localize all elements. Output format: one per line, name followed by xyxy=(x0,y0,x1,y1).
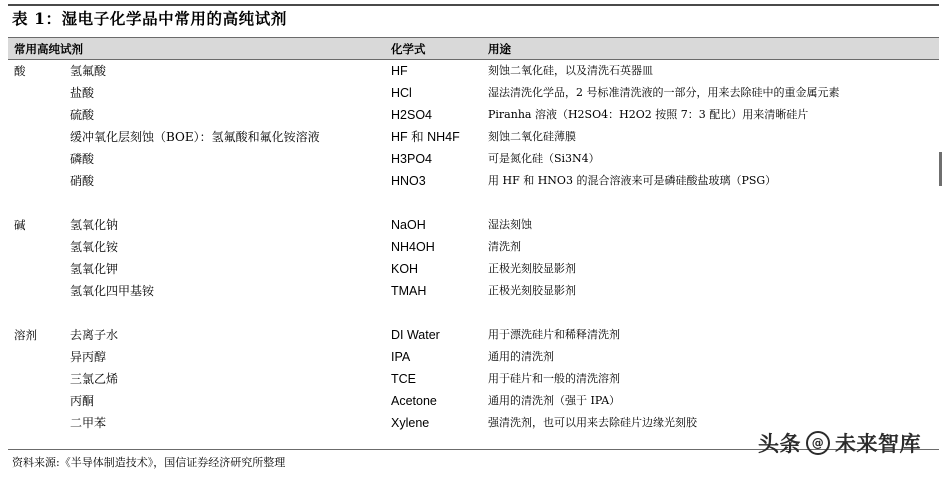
table-row xyxy=(8,214,939,236)
group-label-solvent: 溶剂 xyxy=(14,328,37,342)
watermark xyxy=(758,428,921,458)
reagent-name: 氢氧化钾 xyxy=(70,262,119,276)
column-header-formula: 化学式 xyxy=(391,42,426,56)
group-spacer xyxy=(8,192,939,214)
reagent-formula: NH4OH xyxy=(391,240,435,254)
group-label-base: 碱 xyxy=(14,218,26,232)
reagent-formula: HNO3 xyxy=(391,174,426,188)
reagent-name: 三氯乙烯 xyxy=(70,372,119,386)
reagent-name: 丙酮 xyxy=(70,394,95,408)
table-row xyxy=(8,60,939,82)
reagent-name: 氢氧化钠 xyxy=(70,218,119,232)
reagent-formula: HF 和 NH4F xyxy=(391,130,460,144)
reagent-usage: 用 HF 和 HNO3 的混合溶液来可是磷硅酸盐玻璃（PSG） xyxy=(488,174,777,187)
table-row xyxy=(8,346,939,368)
reagent-name: 硝酸 xyxy=(70,174,95,188)
group-spacer xyxy=(8,302,939,324)
page-title: 表 1：湿电子化学品中常用的高纯试剂 xyxy=(12,9,287,28)
reagent-name: 去离子水 xyxy=(70,328,119,342)
reagent-name: 氢氧化四甲基铵 xyxy=(70,284,155,298)
reagent-usage: 用于漂洗硅片和稀释清洗剂 xyxy=(488,328,620,341)
reagent-formula: TCE xyxy=(391,372,416,386)
reagent-usage: Piranha 溶液（H2SO4：H2O2 按照 7：3 配比）用来清晰硅片 xyxy=(488,108,809,121)
reagent-name: 硫酸 xyxy=(70,108,95,122)
reagent-usage: 湿法清洗化学品，2 号标准清洗液的一部分，用来去除硅中的重金属元素 xyxy=(488,86,840,99)
reagent-usage: 湿法刻蚀 xyxy=(488,218,532,231)
reagent-formula: KOH xyxy=(391,262,419,276)
reagent-formula: Acetone xyxy=(391,394,437,408)
reagent-formula: DI Water xyxy=(391,328,440,342)
reagent-name: 磷酸 xyxy=(70,152,95,166)
table-row xyxy=(8,368,939,390)
reagent-formula: IPA xyxy=(391,350,411,364)
table-row xyxy=(8,170,939,192)
reagent-name: 氢氟酸 xyxy=(70,64,107,78)
reagent-name: 氢氧化铵 xyxy=(70,240,119,254)
reagent-usage: 强清洗剂，也可以用来去除硅片边缘光刻胶 xyxy=(488,416,697,429)
reagent-formula: HF xyxy=(391,64,408,78)
reagent-usage: 清洗剂 xyxy=(488,240,521,253)
watermark-right-text: 未来智库 xyxy=(835,432,921,456)
table-body xyxy=(8,60,939,434)
reagent-formula: HCl xyxy=(391,86,412,100)
reagent-name: 异丙醇 xyxy=(70,350,107,364)
reagent-name: 二甲苯 xyxy=(70,416,107,430)
column-header-reagent: 常用高纯试剂 xyxy=(14,42,83,56)
scrollbar-thumb[interactable] xyxy=(939,152,942,186)
reagent-formula: H3PO4 xyxy=(391,152,432,166)
table-row xyxy=(8,390,939,412)
reagent-usage: 正极光刻胶显影剂 xyxy=(488,284,576,297)
reagent-usage: 通用的清洗剂（强于 IPA） xyxy=(488,394,621,407)
reagent-usage: 通用的清洗剂 xyxy=(488,350,554,363)
reagent-formula: H2SO4 xyxy=(391,108,432,122)
reagent-usage: 刻蚀二氧化硅，以及清洗石英器皿 xyxy=(488,64,653,77)
source-note: 资料来源:《半导体制造技术》，国信证券经济研究所整理 xyxy=(12,456,286,469)
reagent-name: 缓冲氧化层刻蚀（BOE）：氢氟酸和氟化铵溶液 xyxy=(70,130,320,144)
reagent-name: 盐酸 xyxy=(70,86,95,100)
group-label-acid: 酸 xyxy=(14,64,26,78)
reagent-formula: Xylene xyxy=(391,416,430,430)
reagent-formula: TMAH xyxy=(391,284,427,298)
table-row xyxy=(8,236,939,258)
reagent-usage: 刻蚀二氧化硅薄膜 xyxy=(488,130,576,143)
reagent-usage: 正极光刻胶显影剂 xyxy=(488,262,576,275)
reagent-usage: 可是氮化硅（Si3N4） xyxy=(488,152,600,165)
table-row xyxy=(8,82,939,104)
table-header-row xyxy=(8,37,939,60)
table-row xyxy=(8,126,939,148)
table-row xyxy=(8,104,939,126)
table-row xyxy=(8,324,939,346)
table-row xyxy=(8,280,939,302)
at-sign-icon: @ xyxy=(806,431,830,455)
top-divider xyxy=(8,4,939,6)
reagent-usage: 用于硅片和一般的清洗溶剂 xyxy=(488,372,620,385)
reagent-formula: NaOH xyxy=(391,218,426,232)
table-row xyxy=(8,148,939,170)
table-row xyxy=(8,258,939,280)
column-header-usage: 用途 xyxy=(488,42,511,56)
watermark-left-text: 头条 xyxy=(758,432,801,456)
